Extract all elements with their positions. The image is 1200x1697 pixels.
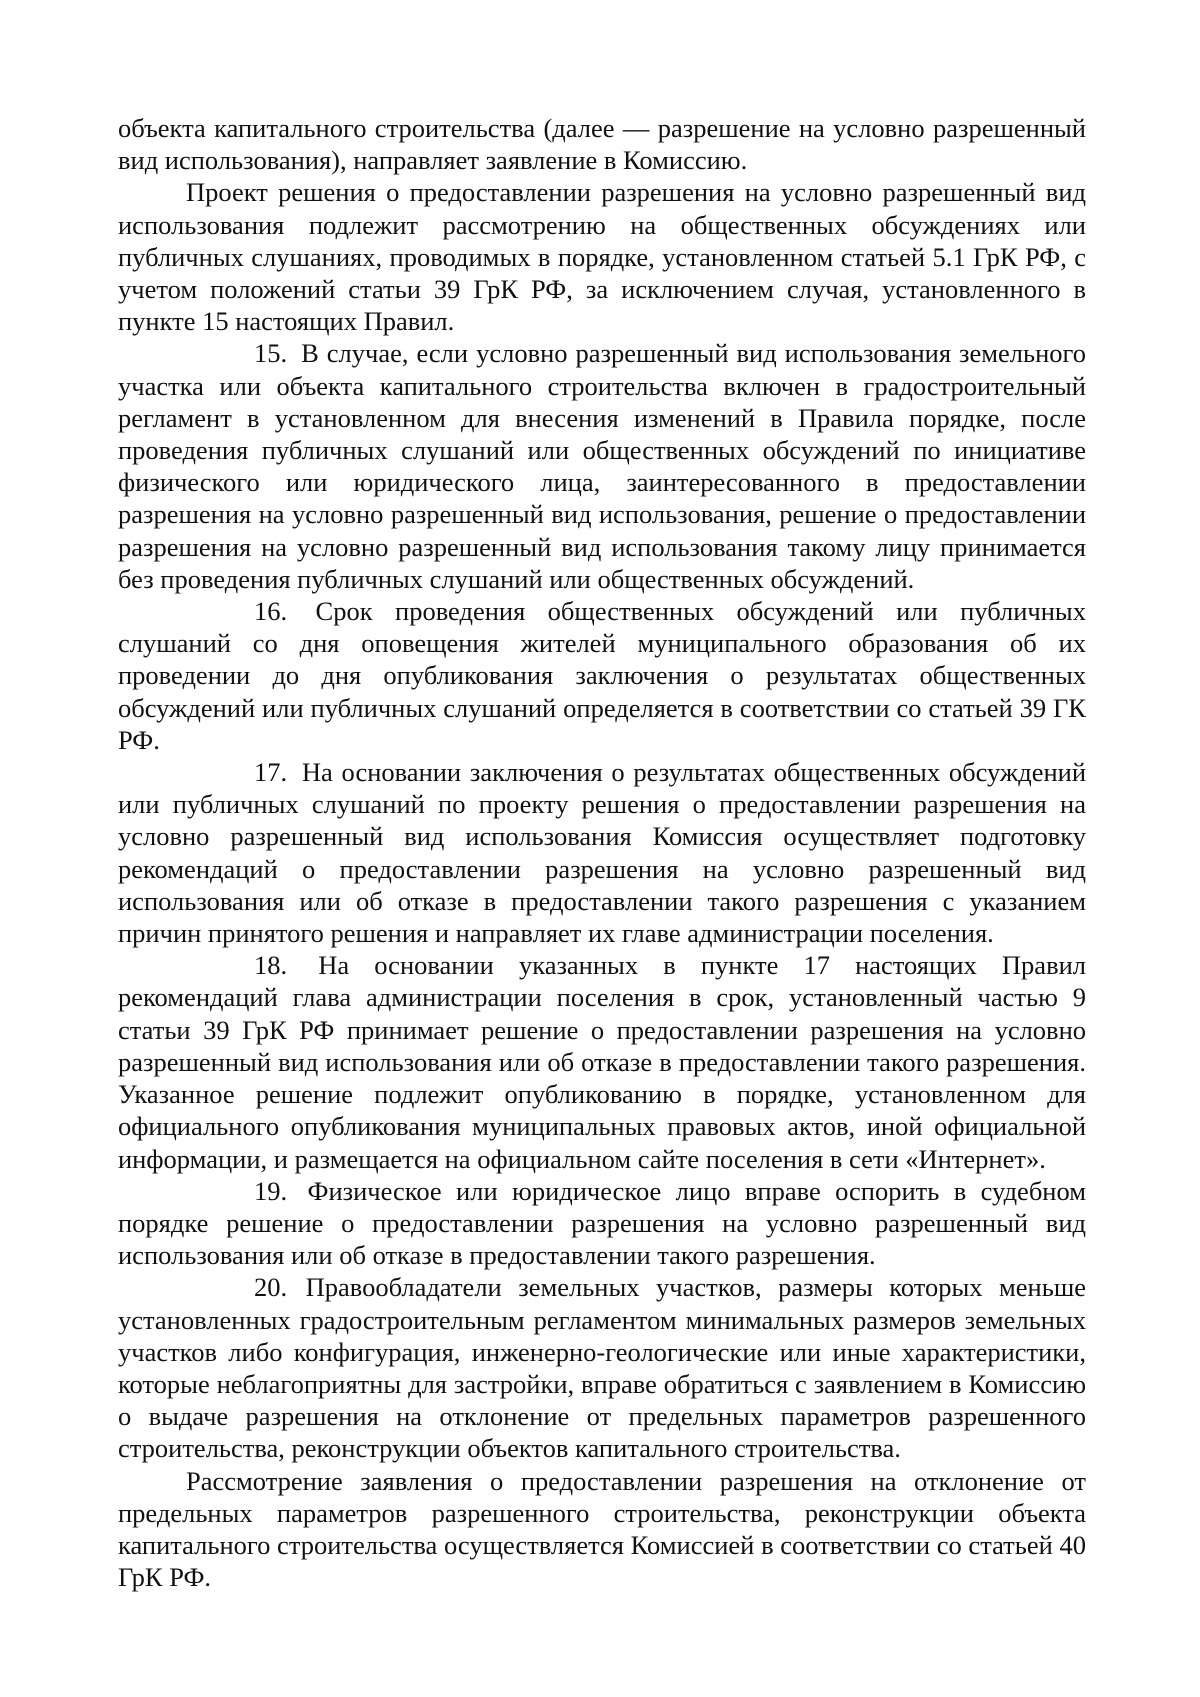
paragraph-20 — [118, 1271, 1086, 1464]
paragraph-text: Правообладатели земельных участков, размеры которых меньше установленных градостроительным регламентом минимальных размеров земельных участков либо конфигурация, инженерно-геологические или иные характеристики, которые неблагоприятны для застройки, вправе обратиться с заявлением в Комиссию о выдаче разрешения на отклонение от предельных параметров разрешенного строительства, реконструкции объектов капитального строительства. — [118, 1272, 1086, 1464]
paragraph-text: На основании указанных в пункте 17 настоящих Правил рекомендаций глава администрации поселения в срок, установленный частью 9 статьи 39 ГрК РФ принимает решение о предоставлении разрешения на условно разрешенный вид использования или об отказе в предоставлении такого разрешения. Указанное решение подлежит опубликованию в порядке, установленном для официального опубликования муниципальных правовых актов, иной официальной информации, и размещается на официальном сайте поселения в сети «Интернет». — [118, 950, 1086, 1174]
paragraph-number: 19. — [254, 1175, 288, 1206]
paragraph-text: На основании заключения о результатах общественных обсуждений или публичных слушаний по проекту решения о предоставлении разрешения на условно разрешенный вид использования Комиссия осуществляет подготовку рекомендаций о предоставлении разрешения на условно разрешенный вид использования или об отказе в предоставлении такого разрешения с указанием причин принятого решения и направляет их главе администрации поселения. — [118, 757, 1087, 949]
paragraph-conditional-use-project — [118, 176, 1086, 337]
paragraph-number: 15. — [254, 338, 288, 369]
paragraph-17 — [118, 756, 1086, 949]
paragraph-number: 17. — [254, 757, 288, 788]
paragraph-19 — [118, 1175, 1086, 1272]
paragraph-text: Срок проведения общественных обсуждений или публичных слушаний со дня оповещения жителей муниципального образования об их проведении до дня опубликования заключения о результатах общественных обсуждений или публичных слушаний определяется в соответствии со статьей 39 ГК РФ. — [118, 596, 1086, 755]
document-page — [118, 112, 1086, 1593]
paragraph-text: Проект решения о предоставлении разрешения на условно разрешенный вид использования подлежит рассмотрению на общественных обсуждениях или публичных слушаниях, проводимых в порядке, установленном статьей 5.1 ГрК РФ, с учетом положений статьи 39 ГрК РФ, за исключением случая, установленного в пункте 15 настоящих Правил. — [118, 177, 1086, 337]
paragraph-text: Физическое или юридическое лицо вправе оспорить в судебном порядке решение о предоставлении разрешения на условно разрешенный вид использования или об отказе в предоставлении такого разрешения. — [118, 1175, 1087, 1271]
paragraph-text: Рассмотрение заявления о предоставлении разрешения на отклонение от предельных параметров разрешенного строительства, реконструкции объекта капитального строительства осуществляется Комиссией в соответствии со статьей 40 ГрК РФ. — [118, 1465, 1086, 1593]
paragraph-text: объекта капитального строительства (далее — разрешение на условно разрешенный вид использования), направляет заявление в Комиссию. — [118, 113, 1086, 176]
paragraph-continuation — [118, 112, 1086, 176]
paragraph-16 — [118, 595, 1086, 756]
paragraph-number: 16. — [254, 596, 288, 627]
paragraph-text: В случае, если условно разрешенный вид использования земельного участка или объекта капитального строительства включен в градостроительный регламент в установленном для внесения изменений в Правила порядке, после проведения публичных слушаний или общественных обсуждений по инициативе физического или юридического лица, заинтересованного в предоставлении разрешения на условно разрешенный вид использования, решение о предоставлении разрешения на условно разрешенный вид использования такому лицу принимается без проведения публичных слушаний или общественных обсуждений. — [118, 338, 1087, 594]
paragraph-number: 18. — [254, 950, 288, 981]
paragraph-15 — [118, 337, 1086, 595]
paragraph-18 — [118, 949, 1086, 1174]
paragraph-deviation-review — [118, 1465, 1086, 1594]
paragraph-number: 20. — [254, 1272, 288, 1303]
